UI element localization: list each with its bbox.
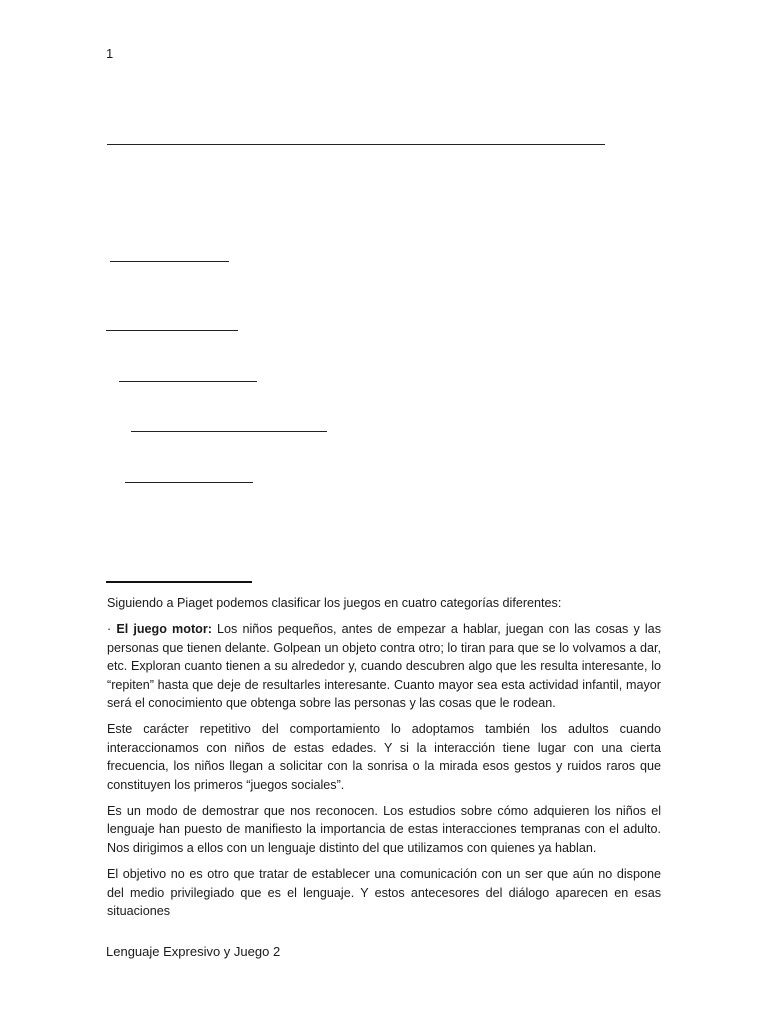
blank-line xyxy=(125,482,253,483)
paragraph-recognition: Es un modo de demostrar que nos reconocen. Los estudios sobre cómo adquieren los niños el lenguaje han puesto de manifiesto la importancia de estas interacciones tempranas con el adulto. Nos dirigimos a ellos con un lenguaje distinto del que utilizamos con quienes ya hablan. xyxy=(107,804,661,855)
blank-line xyxy=(119,381,257,382)
title-underline xyxy=(107,144,605,145)
intro-paragraph: Siguiendo a Piaget podemos clasificar los juegos en cuatro categorías diferentes: xyxy=(107,596,562,610)
paragraph-objective: El objetivo no es otro que tratar de establecer una comunicación con un ser que aún no dispone del medio privilegiado que es el lenguaje. Y estos antecesores del diálogo aparecen en esas situaciones xyxy=(107,867,661,919)
blank-line xyxy=(106,330,238,331)
page-number: 1 xyxy=(106,46,114,61)
page-footer: Lenguaje Expresivo y Juego 2 xyxy=(106,944,281,959)
juego-motor-paragraph xyxy=(107,620,661,712)
juego-motor-heading: El juego motor: xyxy=(116,622,212,637)
section-divider xyxy=(106,581,252,583)
bullet: · xyxy=(107,622,117,637)
paragraph-repetitive: Este carácter repetitivo del comportamiento lo adoptamos también los adultos cuando interaccionamos con niños de estas edades. Y si la interacción tiene lugar con una cierta frecuencia, los niños llegan a solicitar con la sonrisa o la mirada esos gestos y ruidos raros que constituyen los primeros “juegos sociales”. xyxy=(107,722,661,792)
body-text xyxy=(107,594,661,926)
blank-line xyxy=(131,431,327,432)
blank-line xyxy=(110,261,229,262)
juego-motor-text: Los niños pequeños, antes de empezar a hablar, juegan con las cosas y las personas que tienen delante. Golpean un objeto contra otro; lo tiran para que se lo volvamos a dar, etc. Exploran cuanto tienen a su alrededor y, cuando descubren algo que les resulta interesante, lo “repiten” hasta que deje de resultarles interesante. Cuanto mayor sea esta actividad infantil, mayor será el conocimiento que obtenga sobre las personas y las cosas que le rodean. xyxy=(107,622,661,711)
